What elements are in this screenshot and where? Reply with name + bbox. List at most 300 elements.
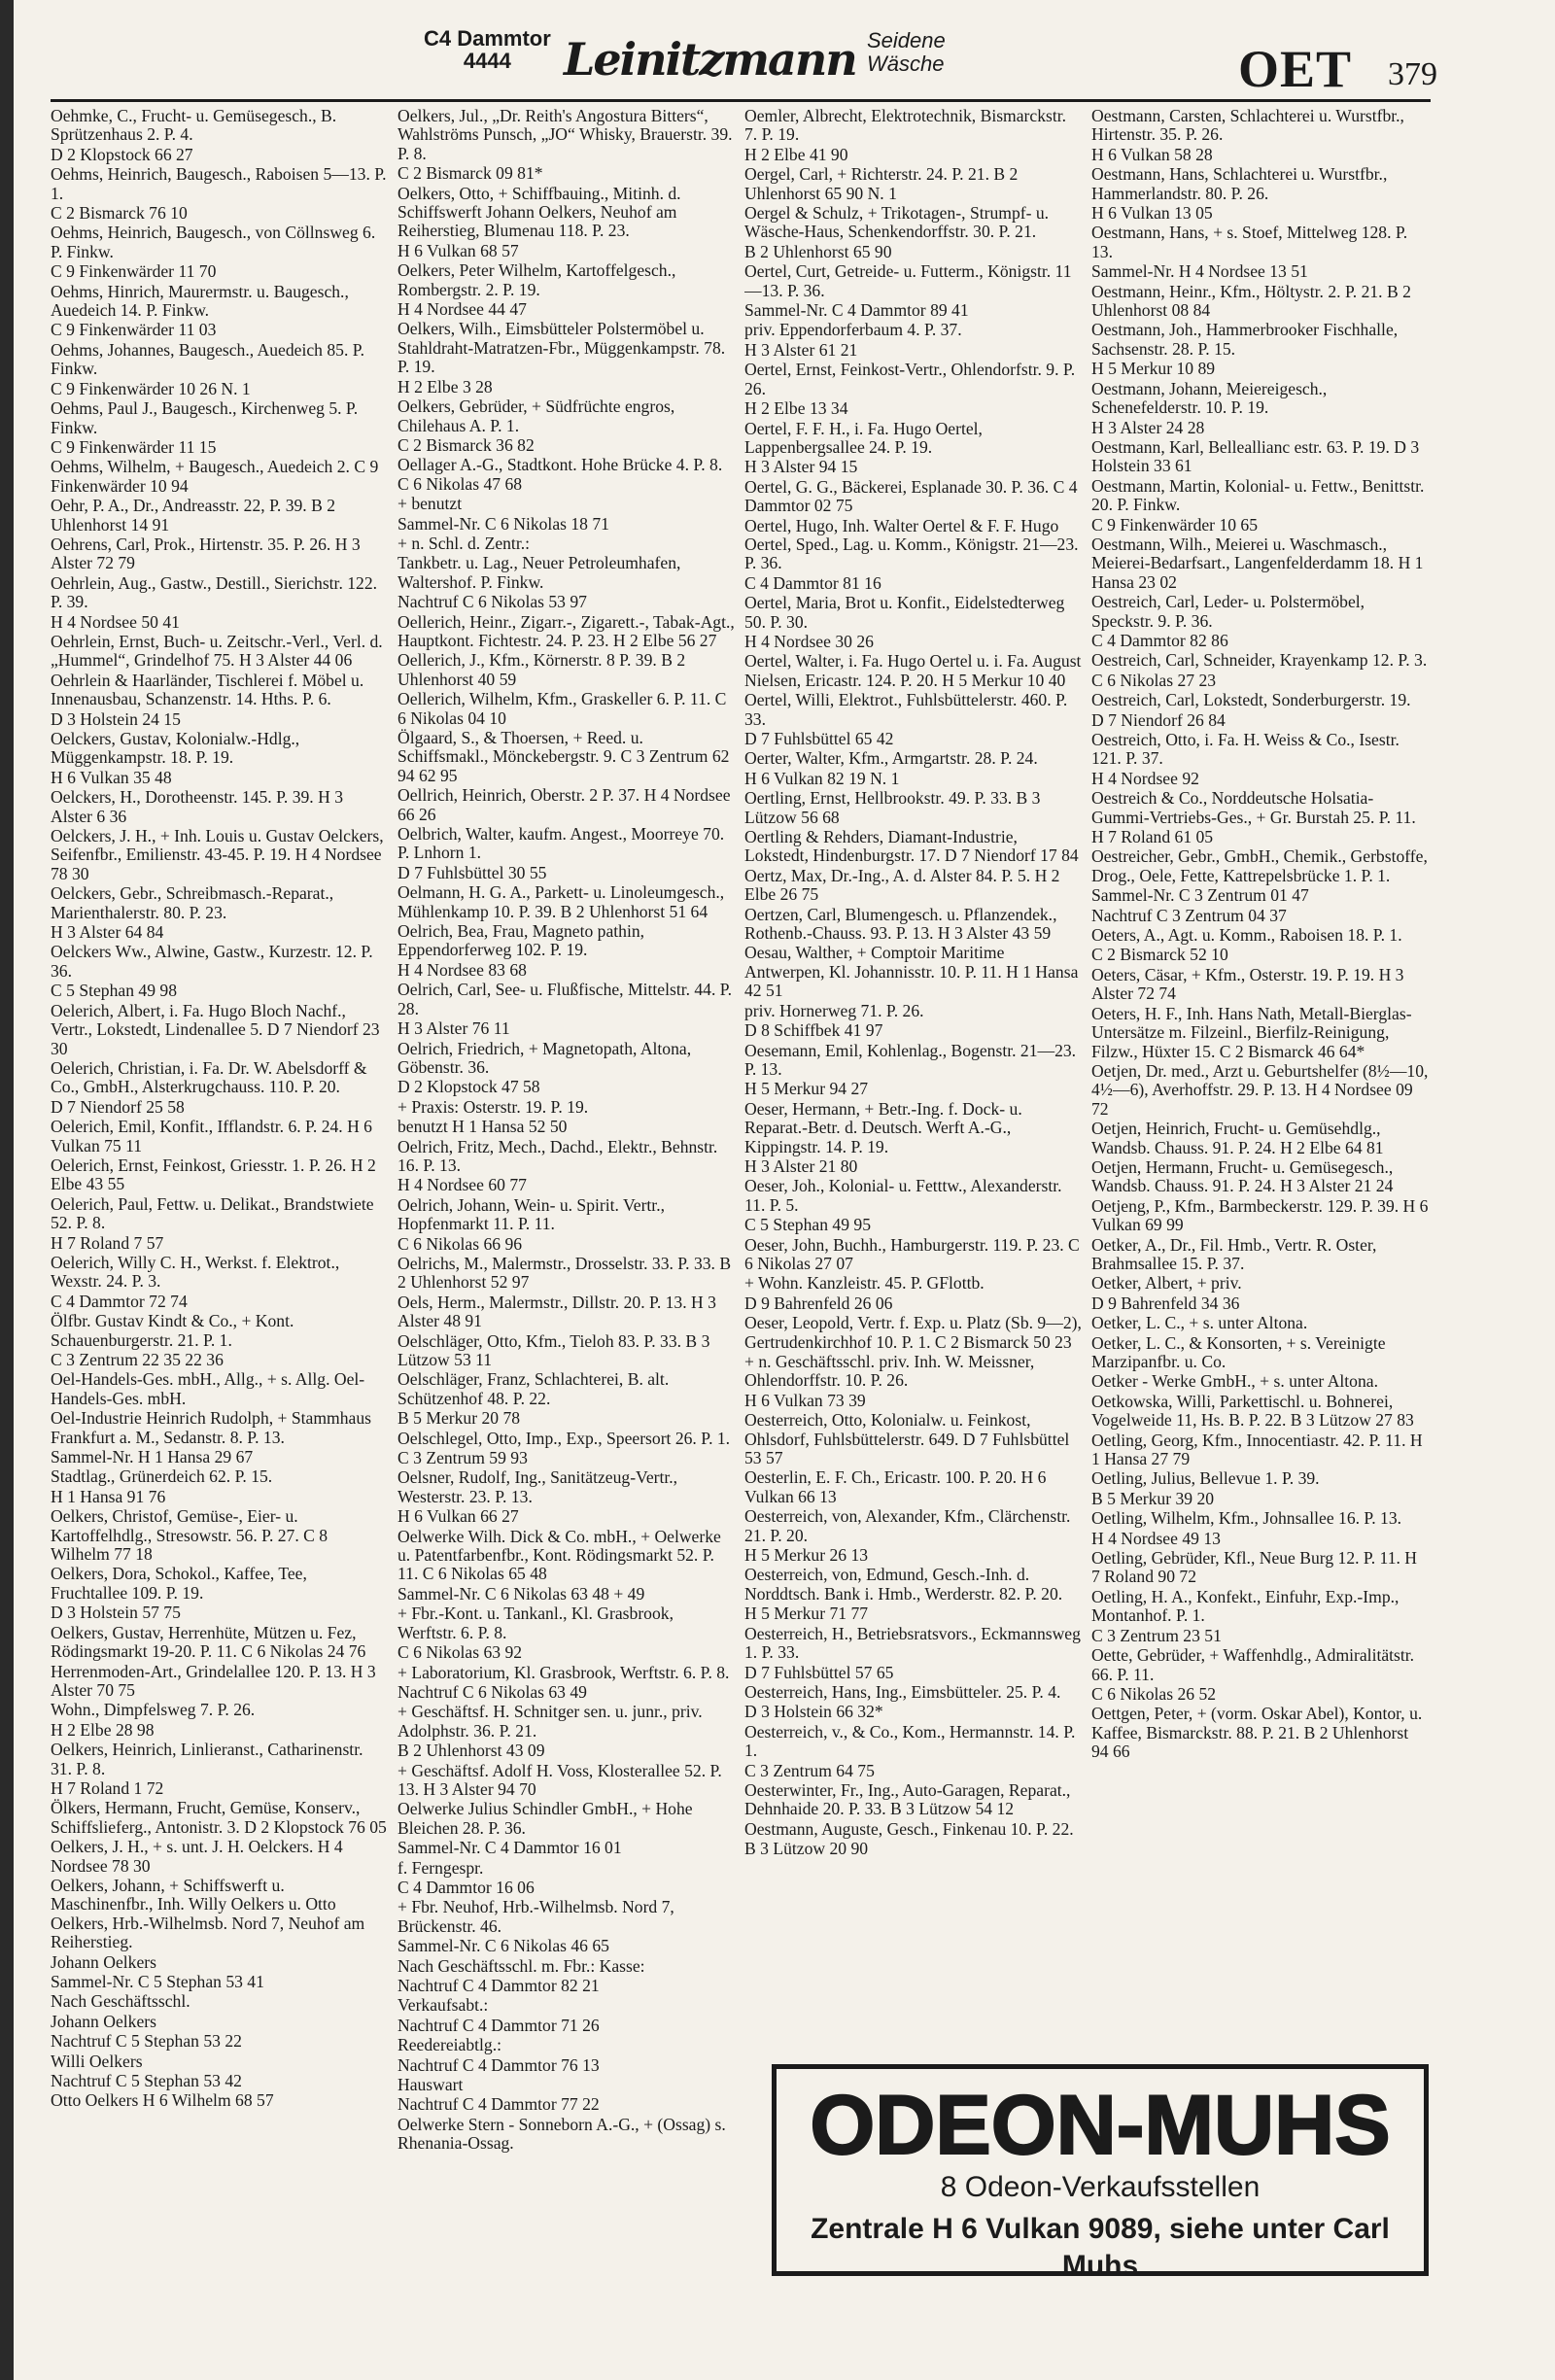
entry-text: Oellrich, Heinrich, Oberstr. 2 P. 37. H 4 Nordsee 66 26 xyxy=(397,785,731,824)
directory-entry xyxy=(1091,1509,1429,1528)
entry-text: H 2 Elbe 3 28 xyxy=(397,376,493,397)
directory-entry xyxy=(1091,711,1429,730)
directory-entry xyxy=(397,1098,735,1117)
entry-text: Oestreich, Otto, i. Fa. H. Weiss & Co., Isestr. 121. P. 37. xyxy=(1091,730,1400,769)
directory-entry xyxy=(1091,107,1429,145)
entry-text: Oesterreich, v., & Co., Kom., Hermannstr. 14. P. 1. xyxy=(744,1721,1076,1761)
directory-entry xyxy=(51,224,388,261)
directory-entry xyxy=(744,1080,1082,1098)
entry-text: D 7 Fuhlsbüttel 30 55 xyxy=(397,862,547,882)
directory-entry xyxy=(744,1236,1082,1274)
directory-entry xyxy=(51,1059,388,1097)
entry-text: H 2 Elbe 41 90 xyxy=(744,144,848,164)
entry-text: Oelkers, Peter Wilhelm, Kartoffelgesch., Rombergstr. 2. P. 19. xyxy=(397,260,676,299)
entry-text: Oestmann, Johann, Meiereigesch., Schenefelderstr. 10. P. 19. xyxy=(1091,378,1328,418)
entry-text: C 5 Stephan 49 98 xyxy=(51,981,177,1001)
entry-text: Oestmann, Heinr., Kfm., Höltystr. 2. P. 21. B 2 Uhlenhorst 08 84 xyxy=(1091,281,1411,321)
directory-entry xyxy=(51,1779,388,1798)
directory-entry xyxy=(397,961,735,980)
directory-entry xyxy=(397,2036,735,2054)
directory-entry xyxy=(51,535,388,573)
directory-entry xyxy=(51,497,388,535)
directory-entry xyxy=(744,1546,1082,1565)
directory-entry xyxy=(51,730,388,768)
entry-text: Oestmann, Karl, Belleallianc estr. 63. P. 19. D 3 Holstein 33 61 xyxy=(1091,436,1420,476)
directory-entry xyxy=(51,710,388,729)
entry-text: H 6 Vulkan 58 28 xyxy=(1091,144,1213,164)
directory-entry xyxy=(1091,283,1429,321)
directory-entry xyxy=(744,1392,1082,1410)
directory-entry xyxy=(51,1467,388,1486)
entry-text: Oehms, Hinrich, Maurermstr. u. Baugesch., Auedeich 14. P. Finkw. xyxy=(51,281,349,321)
entry-text: Oelerich, Albert, i. Fa. Hugo Bloch Nachf., Vertr., Lokstedt, Lindenallee 5. D 7 Niendorf 23 30 xyxy=(51,1000,380,1058)
directory-entry xyxy=(744,458,1082,476)
entry-text: H 4 Nordsee 83 68 xyxy=(397,959,527,980)
entry-text: Oertling, Ernst, Hellbrookstr. 49. P. 33. B 3 Lützow 56 68 xyxy=(744,788,1041,827)
entry-text: Oels, Herm., Malermstr., Dillstr. 20. P. 13. H 3 Alster 48 91 xyxy=(397,1292,716,1331)
directory-entry xyxy=(51,943,388,981)
entry-text: Oettgen, Peter, + (vorm. Oskar Abel), Kontor, u. Kaffee, Bismarckstr. 88. P. 21. B 2 Uhlenhorst 94 66 xyxy=(1091,1704,1423,1762)
entry-text: Willi Oelkers xyxy=(51,2051,143,2071)
entry-text: Oehms, Heinrich, Baugesch., von Cöllnsweg 6. P. Finkw. xyxy=(51,223,376,261)
entry-text: D 7 Niendorf 25 58 xyxy=(51,1096,185,1117)
entry-text: Oesterreich, Hans, Ing., Eimsbütteler. 25. P. 4. xyxy=(744,1681,1061,1702)
entry-text: Oetling, Georg, Kfm., Innocentiastr. 42. P. 11. H 1 Hansa 27 79 xyxy=(1091,1430,1423,1469)
entry-text: Oestmann, Auguste, Gesch., Finkenau 10. P. 22. xyxy=(744,1818,1074,1839)
directory-entry xyxy=(1091,360,1429,378)
directory-entry xyxy=(397,1196,735,1234)
directory-entry xyxy=(397,1019,735,1038)
directory-entry xyxy=(397,1585,735,1604)
directory-entry xyxy=(1091,1236,1429,1274)
directory-entry xyxy=(397,883,735,921)
directory-entry xyxy=(397,1235,735,1254)
entry-text: Oetker, L. C., & Konsorten, + s. Vereinigte Marzipanfbr. u. Co. xyxy=(1091,1332,1386,1371)
directory-entry xyxy=(51,1741,388,1778)
directory-entry xyxy=(1091,438,1429,476)
entry-text: Oelerich, Ernst, Feinkost, Griesstr. 1. P. 26. H 2 Elbe 43 55 xyxy=(51,1155,376,1194)
entry-text: H 7 Roland 1 72 xyxy=(51,1777,164,1798)
entry-text: H 7 Roland 7 57 xyxy=(51,1232,164,1253)
entry-text: Johann Oelkers xyxy=(51,1951,156,1972)
entry-text: H 3 Alster 24 28 xyxy=(1091,417,1205,437)
entry-text: Oelckers, J. H., + Inh. Louis u. Gustav Oelckers, Seifenfbr., Emilienstr. 43-45. P. 19. H 4 Nordsee 78 30 xyxy=(51,826,384,883)
directory-entry xyxy=(1091,789,1429,827)
entry-text: Oesemann, Emil, Kohlenlag., Bogenstr. 21—23. P. 13. xyxy=(744,1040,1077,1079)
directory-entry xyxy=(397,786,735,824)
entry-text: Oesterwinter, Fr., Ing., Auto-Garagen, Reparat., Dehnhaide 20. P. 33. B 3 Lützow 54 12 xyxy=(744,1779,1071,1819)
directory-entry xyxy=(744,594,1082,632)
entry-text: Oertling & Rehders, Diamant-Industrie, Lokstedt, Hindenburgstr. 17. D 7 Niendorf 17 84 xyxy=(744,827,1079,866)
directory-entry xyxy=(51,107,388,145)
entry-text: Oelckers, Gebr., Schreibmasch.-Reparat., Marienthalerstr. 80. P. 23. xyxy=(51,883,334,922)
entry-text: Oetjeng, P., Kfm., Barmbeckerstr. 129. P. 39. H 6 Vulkan 69 99 xyxy=(1091,1195,1429,1235)
entry-text: Oehr, P. A., Dr., Andreasstr. 22, P. 39. B 2 Uhlenhorst 14 91 xyxy=(51,496,336,535)
entry-text: Oesterreich, H., Betriebsratsvors., Eckmannsweg 1. P. 33. xyxy=(744,1623,1081,1663)
directory-entry xyxy=(51,884,388,922)
entry-text: Nachtruf C 4 Dammtor 71 26 xyxy=(397,2015,600,2035)
entry-text: Ölkers, Hermann, Frucht, Gemüse, Konserv., Schiffslieferg., Antonistr. 3. D 2 Klopstock 76 05 xyxy=(51,1798,387,1837)
directory-entry xyxy=(397,554,735,592)
directory-entry xyxy=(744,146,1082,164)
directory-entry xyxy=(51,1002,388,1058)
entry-text: Oellager A.-G., Stadtkont. Hohe Brücke 4. P. 8. C 6 Nikolas 47 68 xyxy=(397,455,723,494)
entry-text: C 2 Bismarck 76 10 xyxy=(51,203,188,224)
entry-text: Stadtlag., Grünerdeich 62. P. 15. xyxy=(51,1466,273,1487)
directory-entry xyxy=(397,922,735,960)
entry-text: Oesterreich, von, Edmund, Gesch.-Inh. d. Norddtsch. Bank i. Hmb., Werderstr. 82. P. 20. xyxy=(744,1565,1063,1604)
directory-entry xyxy=(1091,535,1429,592)
directory-entry xyxy=(397,1742,735,1760)
entry-text: H 7 Roland 61 05 xyxy=(1091,827,1214,847)
directory-entry xyxy=(744,730,1082,748)
entry-text: H 4 Nordsee 92 xyxy=(1091,768,1199,788)
directory-entry xyxy=(397,2076,735,2094)
directory-entry xyxy=(397,1468,735,1506)
entry-text: + Geschäftsf. Adolf H. Voss, Klosterallee 52. P. 13. H 3 Alster 94 70 xyxy=(397,1760,722,1799)
entry-text: C 6 Nikolas 63 92 xyxy=(397,1642,523,1663)
entry-text: H 2 Elbe 28 98 xyxy=(51,1719,155,1740)
directory-entry xyxy=(744,749,1082,768)
directory-entry xyxy=(51,165,388,203)
column-4 xyxy=(1091,107,1429,2060)
page-header xyxy=(51,21,1477,99)
entry-text: Hauswart xyxy=(397,2075,464,2095)
directory-entry xyxy=(397,300,735,319)
entry-text: C 4 Dammtor 81 16 xyxy=(744,572,881,593)
directory-entry xyxy=(744,1723,1082,1761)
entry-text: H 4 Nordsee 49 13 xyxy=(1091,1528,1221,1548)
directory-entry xyxy=(51,2091,388,2110)
entry-text: Oelschlegel, Otto, Imp., Exp., Speersort 26. P. 1. xyxy=(397,1428,731,1448)
entry-text: Oesau, Walther, + Comptoir Maritime Antwerpen, Kl. Johannisstr. 10. P. 11. H 1 Hansa 42 51 xyxy=(744,943,1079,1001)
directory-entry xyxy=(744,1566,1082,1604)
directory-entry xyxy=(397,1683,735,1702)
header-tagline-top: Seidene xyxy=(867,28,946,52)
entry-text: Oetkowska, Willi, Parkettischl. u. Bohnerei, Vogelweide 11, Hs. B. P. 22. B 3 Lützow 27 83 xyxy=(1091,1391,1414,1431)
directory-entry xyxy=(51,672,388,709)
entry-text: Oeser, Hermann, + Betr.-Ing. f. Dock- u. Reparat.-Betr. d. Deutsch. Werft A.-G., Kippingstr. 14. P. 19. xyxy=(744,1098,1022,1156)
entry-text: C 3 Zentrum 59 93 xyxy=(397,1448,528,1468)
directory-entry xyxy=(397,1977,735,1995)
entry-text: + Laboratorium, Kl. Grasbrook, Werftstr. 6. P. 8. xyxy=(397,1662,730,1682)
entry-text: Oestmann, Joh., Hammerbrooker Fischhalle, Sachsenstr. 28. P. 15. xyxy=(1091,320,1399,359)
entry-text: Oestmann, Hans, + s. Stoef, Mittelweg 128. P. 13. xyxy=(1091,223,1408,261)
entry-text: C 6 Nikolas 27 23 xyxy=(1091,670,1217,690)
directory-entry xyxy=(744,944,1082,1000)
entry-text: + benutzt xyxy=(397,494,463,514)
entry-text: H 5 Merkur 71 77 xyxy=(744,1604,869,1624)
directory-entry xyxy=(51,2072,388,2090)
entry-text: H 3 Alster 94 15 xyxy=(744,457,858,477)
entry-text: C 2 Bismarck 09 81* xyxy=(397,163,543,184)
directory-entry xyxy=(744,1411,1082,1467)
entry-text: Oertel, Curt, Getreide- u. Futterm., Königstr. 11—13. P. 36. xyxy=(744,261,1072,300)
directory-entry xyxy=(397,107,735,163)
entry-text: H 4 Nordsee 60 77 xyxy=(397,1175,527,1195)
directory-entry xyxy=(51,1721,388,1740)
header-code-bottom: 4444 xyxy=(463,49,511,73)
directory-entry xyxy=(1091,731,1429,769)
entry-text: Tankbetr. u. Lag., Neuer Petroleumhafen, Waltershof. P. Finkw. xyxy=(397,553,681,592)
directory-entry xyxy=(1091,672,1429,690)
directory-entry xyxy=(1091,204,1429,223)
directory-entry xyxy=(1091,946,1429,964)
entry-text: H 4 Nordsee 30 26 xyxy=(744,631,874,651)
directory-entry xyxy=(744,165,1082,203)
entry-text: Sammel-Nr. C 4 Dammtor 89 41 xyxy=(744,300,969,321)
entry-text: Nachtruf C 3 Zentrum 04 37 xyxy=(1091,905,1287,925)
entry-text: Oelckers Ww., Alwine, Gastw., Kurzestr. 12. P. 36. xyxy=(51,942,373,981)
directory-entry xyxy=(744,1604,1082,1623)
directory-entry xyxy=(397,1703,735,1741)
entry-text: Oellerich, J., Kfm., Körnerstr. 8 P. 39. B 2 Uhlenhorst 40 59 xyxy=(397,650,686,689)
directory-entry xyxy=(1091,651,1429,670)
entry-text: Nachtruf C 5 Stephan 53 22 xyxy=(51,2031,242,2052)
entry-text: Oertzen, Carl, Blumengesch. u. Pflanzendek., Rothenb.-Chauss. 93. P. 13. H 3 Alster 43 59 xyxy=(744,904,1057,944)
entry-text: B 2 Uhlenhorst 65 90 xyxy=(744,241,892,261)
entry-text: H 3 Alster 61 21 xyxy=(744,339,858,360)
entry-text: C 6 Nikolas 26 52 xyxy=(1091,1683,1217,1704)
directory-entry xyxy=(397,1996,735,2015)
entry-text: Oetling, Wilhelm, Kfm., Johnsallee 16. P. 13. xyxy=(1091,1508,1402,1529)
entry-text: Oetker, A., Dr., Fil. Hmb., Vertr. R. Oster, Brahmsallee 15. P. 37. xyxy=(1091,1234,1377,1273)
directory-entry xyxy=(397,436,735,455)
directory-entry xyxy=(1091,926,1429,945)
entry-text: C 3 Zentrum 64 75 xyxy=(744,1760,875,1780)
directory-entry xyxy=(744,1157,1082,1176)
entry-text: Oetker, Albert, + priv. xyxy=(1091,1273,1242,1293)
entry-text: Oergel, Carl, + Richterstr. 24. P. 21. B 2 Uhlenhorst 65 90 N. 1 xyxy=(744,164,1019,203)
directory-entry xyxy=(744,1468,1082,1506)
directory-entry xyxy=(397,1138,735,1176)
entry-text: Oelkers, Gustav, Herrenhüte, Mützen u. Fez, Rödingsmarkt 19-20. P. 11. C 6 Nikolas 24 76 xyxy=(51,1622,366,1662)
directory-entry xyxy=(1091,419,1429,437)
entry-text: + Fbr. Neuhof, Hrb.-Wilhelmsb. Nord 7, Brückenstr. 46. xyxy=(397,1897,674,1936)
directory-entry xyxy=(51,438,388,457)
directory-entry xyxy=(397,1898,735,1936)
entry-text: Oestreich, Carl, Lokstedt, Sonderburgerstr. 19. xyxy=(1091,690,1411,710)
entry-text: Oestmann, Hans, Schlachterei u. Wurstfbr., Hammerlandstr. 80. P. 26. xyxy=(1091,164,1388,203)
directory-entry xyxy=(1091,593,1429,631)
entry-text: H 6 Vulkan 35 48 xyxy=(51,767,172,787)
directory-entry xyxy=(744,906,1082,944)
directory-entry xyxy=(51,1488,388,1506)
entry-text: Sammel-Nr. C 6 Nikolas 18 71 xyxy=(397,513,609,534)
entry-text: Oertel, G. G., Bäckerei, Esplanade 30. P. 36. C 4 Dammtor 02 75 xyxy=(744,476,1078,516)
directory-entry xyxy=(1091,1393,1429,1431)
entry-text: H 6 Vulkan 13 05 xyxy=(1091,203,1213,224)
entry-text: C 9 Finkenwärder 10 65 xyxy=(1091,514,1259,535)
directory-entry xyxy=(397,1449,735,1467)
directory-entry xyxy=(1091,380,1429,418)
section-heading: OET xyxy=(1238,40,1353,98)
entry-text: Sammel-Nr. H 1 Hansa 29 67 xyxy=(51,1447,254,1467)
directory-entry xyxy=(397,164,735,183)
directory-entry xyxy=(744,1703,1082,1721)
directory-entry xyxy=(397,1664,735,1682)
directory-entry xyxy=(397,242,735,260)
directory-entry xyxy=(397,378,735,397)
entry-text: Oertz, Max, Dr.-Ing., A. d. Alster 84. P. 5. H 2 Elbe 26 75 xyxy=(744,865,1060,905)
entry-text: C 3 Zentrum 23 51 xyxy=(1091,1625,1222,1645)
entry-text: Oelwerke Julius Schindler GmbH., + Hohe Bleichen 28. P. 36. xyxy=(397,1799,693,1838)
directory-entry xyxy=(744,1314,1082,1352)
entry-text: Oetker, L. C., + s. unter Altona. xyxy=(1091,1313,1308,1333)
directory-entry xyxy=(744,420,1082,458)
directory-entry xyxy=(1091,1062,1429,1119)
entry-text: Nachtruf C 6 Nikolas 63 49 xyxy=(397,1681,587,1702)
entry-text: Oelrich, Fritz, Mech., Dachd., Elektr., Behnstr. 16. P. 13. xyxy=(397,1136,718,1175)
directory-entry xyxy=(1091,1314,1429,1332)
entry-text: Oehrlein & Haarländer, Tischlerei f. Möbel u. Innenausbau, Schanzenstr. 14. Hths. P. 6. xyxy=(51,670,364,709)
directory-entry xyxy=(1091,1005,1429,1061)
entry-text: Oestmann, Carsten, Schlachterei u. Wurstfbr., Hirtenstr. 35. P. 26. xyxy=(1091,107,1404,145)
directory-entry xyxy=(1091,262,1429,281)
entry-text: Oelrich, Carl, See- u. Flußfische, Mittelstr. 44. P. 28. xyxy=(397,980,733,1018)
directory-entry xyxy=(51,204,388,223)
directory-entry xyxy=(397,515,735,534)
entry-text: Oelsner, Rudolf, Ing., Sanitätzeug-Vertr., Westerstr. 23. P. 13. xyxy=(397,1467,678,1506)
entry-text: Oelkers, Jul., „Dr. Reith's Angostura Bitters“, Wahlströms Punsch, „JO“ Whisky, Brauerstr. 39. P. 8. xyxy=(397,107,733,163)
entry-text: Oertel, F. F. H., i. Fa. Hugo Oertel, Lappenbergsallee 24. P. 19. xyxy=(744,418,983,457)
directory-entry xyxy=(397,261,735,299)
directory-entry xyxy=(51,1409,388,1447)
entry-text: Nach Geschäftsschl. xyxy=(51,1991,190,2012)
entry-text: Nachtruf C 6 Nikolas 53 97 xyxy=(397,592,587,612)
directory-entry xyxy=(1091,1274,1429,1293)
directory-entry xyxy=(744,1762,1082,1780)
entry-text: Sammel-Nr. C 6 Nikolas 46 65 xyxy=(397,1936,609,1956)
directory-entry xyxy=(397,613,735,651)
entry-text: D 7 Fuhlsbüttel 65 42 xyxy=(744,729,894,748)
entry-text: Oeters, H. F., Inh. Hans Nath, Metall-Bierglas-Untersätze m. Filzeinl., Bierfilz-Reinigung, Filzw., Hüxter 15. C 2 Bismarck 46 64* xyxy=(1091,1003,1412,1061)
directory-entry xyxy=(1091,1530,1429,1548)
directory-entry xyxy=(397,1643,735,1662)
directory-entry xyxy=(51,458,388,496)
entry-text: Otto Oelkers H 6 Wilhelm 68 57 xyxy=(51,2090,274,2111)
entry-text: Oertel, Willi, Elektrot., Fuhlsbüttelerstr. 460. P. 33. xyxy=(744,690,1068,729)
ad-subtitle: 8 Odeon-Verkaufsstellen xyxy=(940,2171,1261,2203)
entry-text: Oehrlein, Aug., Gastw., Destill., Sierichstr. 122. P. 39. xyxy=(51,572,378,612)
directory-entry xyxy=(51,769,388,787)
directory-entry xyxy=(51,574,388,612)
directory-entry xyxy=(744,1100,1082,1156)
directory-entry xyxy=(744,1683,1082,1702)
entry-text: Oetjen, Dr. med., Arzt u. Geburtshelfer (8½—10, 4½—6), Averhoffstr. 29. P. 13. H 4 Nordsee 09 72 xyxy=(1091,1060,1429,1119)
header-phone-code xyxy=(424,27,551,72)
directory-entry xyxy=(51,1992,388,2011)
entry-text: Ölgaard, S., & Thoersen, + Reed. u. Schiffsmakl., Mönckebergstr. 9. C 3 Zentrum 62 94 62 95 xyxy=(397,728,730,785)
entry-text: C 9 Finkenwärder 10 26 N. 1 xyxy=(51,378,251,398)
entry-text: Oestreicher, Gebr., GmbH., Chemik., Gerbstoffe, Drog., Oele, Fette, Kattrepelsbrücke 1. P. 1. xyxy=(1091,846,1428,885)
entry-text: Oelkers, Wilh., Eimsbütteler Polstermöbel u. Stahldraht-Matratzen-Fbr., Müggenkampstr. 78. P. 19. xyxy=(397,319,726,377)
entry-text: B 2 Uhlenhorst 43 09 xyxy=(397,1741,545,1761)
entry-text: H 3 Alster 21 80 xyxy=(744,1156,858,1176)
entry-text: Oertel, Ernst, Feinkost-Vertr., Ohlendorfstr. 9. P. 26. xyxy=(744,360,1076,398)
entry-text: Oelkers, Otto, + Schiffbauing., Mitinh. d. Schiffswerft Johann Oelkers, Neuhof am Reiherstieg, Blumenau 118. P. 23. xyxy=(397,183,681,241)
entry-text: Oelkers, J. H., + s. unt. J. H. Oelckers. H 4 Nordsee 78 30 xyxy=(51,1837,343,1876)
directory-entry xyxy=(397,1604,735,1642)
directory-entry xyxy=(1091,1685,1429,1704)
entry-text: Johann Oelkers xyxy=(51,2011,156,2031)
entry-text: Sammel-Nr. C 6 Nikolas 63 48 + 49 xyxy=(397,1583,645,1604)
page-number: 379 xyxy=(1388,56,1437,92)
directory-entry xyxy=(51,380,388,398)
directory-entry xyxy=(1091,1431,1429,1469)
column-1 xyxy=(51,107,388,2274)
entry-text: B 3 Lützow 20 90 xyxy=(744,1839,869,1859)
entry-text: Oestreich, Carl, Leder- u. Polstermöbel, Speckstr. 9. P. 36. xyxy=(1091,592,1365,631)
directory-entry xyxy=(1091,1469,1429,1488)
directory-entry xyxy=(51,1312,388,1350)
directory-entry xyxy=(1091,1549,1429,1587)
directory-entry xyxy=(744,243,1082,261)
directory-entry xyxy=(744,691,1082,729)
entry-text: Oelckers, H., Dorotheenstr. 145. P. 39. H 3 Alster 6 36 xyxy=(51,787,344,826)
directory-entry xyxy=(1091,1646,1429,1684)
directory-entry xyxy=(397,1937,735,1955)
entry-text: D 2 Klopstock 66 27 xyxy=(51,144,193,164)
entry-text: H 6 Vulkan 68 57 xyxy=(397,240,519,260)
entry-text: D 3 Holstein 57 75 xyxy=(51,1603,181,1623)
directory-entry xyxy=(744,1002,1082,1020)
directory-entry xyxy=(744,770,1082,788)
directory-entry xyxy=(1091,516,1429,535)
directory-entry xyxy=(744,1353,1082,1391)
directory-entry xyxy=(1091,1294,1429,1313)
directory-entry xyxy=(1091,1372,1429,1391)
directory-entry xyxy=(51,1351,388,1369)
entry-text: priv. Hornerweg 71. P. 26. xyxy=(744,1000,924,1020)
entry-text: f. Ferngespr. xyxy=(397,1857,484,1878)
entry-text: Nach Geschäftsschl. m. Fbr.: Kasse: xyxy=(397,1955,645,1976)
directory-entry xyxy=(1091,1627,1429,1645)
directory-entry xyxy=(1091,966,1429,1004)
directory-entry xyxy=(744,633,1082,651)
ad-contact-line: Zentrale H 6 Vulkan 9089, siehe unter Carl Muhs xyxy=(811,2213,1390,2282)
directory-entry xyxy=(51,1624,388,1662)
directory-entry xyxy=(397,864,735,882)
entry-text: benutzt H 1 Hansa 52 50 xyxy=(397,1117,568,1137)
directory-entry xyxy=(1091,146,1429,164)
entry-text: Oelerich, Willy C. H., Werkst. f. Elektrot., Wexstr. 24. P. 3. xyxy=(51,1252,340,1292)
header-tagline-bottom: Wäsche xyxy=(867,52,945,76)
entry-text: Oelrich, Friedrich, + Magnetopath, Altona, Göbenstr. 36. xyxy=(397,1038,692,1077)
entry-text: Oelkers, Gebrüder, + Südfrüchte engros, Chilehaus A. P. 1. xyxy=(397,397,675,435)
directory-entry xyxy=(744,652,1082,690)
entry-text: Oelerich, Paul, Fettw. u. Delikat., Brandstwiete 52. P. 8. xyxy=(51,1193,374,1233)
directory-entry xyxy=(51,283,388,321)
entry-text: Oelbrich, Walter, kaufm. Angest., Moorreye 70. P. Lnhorn 1. xyxy=(397,824,725,863)
directory-entry xyxy=(744,1274,1082,1293)
entry-text: Nachtruf C 4 Dammtor 76 13 xyxy=(397,2054,600,2075)
directory-entry xyxy=(1091,1490,1429,1508)
entry-text: + Geschäftsf. H. Schnitger sen. u. junr., priv. Adolphstr. 36. P. 21. xyxy=(397,1702,703,1741)
entry-text: H 3 Alster 64 84 xyxy=(51,922,164,943)
entry-text: Oellerich, Wilhelm, Kfm., Graskeller 6. P. 11. C 6 Nikolas 04 10 xyxy=(397,689,727,728)
directory-entry xyxy=(397,495,735,513)
entry-text: H 4 Nordsee 44 47 xyxy=(397,299,527,320)
directory-entry xyxy=(744,1625,1082,1663)
entry-text: Oerter, Walter, Kfm., Armgartstr. 28. P. 24. xyxy=(744,748,1038,769)
entry-text: C 9 Finkenwärder 11 15 xyxy=(51,436,217,457)
directory-entry xyxy=(51,1098,388,1117)
directory-entry xyxy=(1091,1158,1429,1196)
entry-text: Oelwerke Wilh. Dick & Co. mbH., + Oelwerke u. Patentfarbenfbr., Kont. Rödingsmarkt 52. P. 11. C 6 Nikolas 65 48 xyxy=(397,1526,721,1584)
directory-entry xyxy=(1091,477,1429,515)
entry-text: Oehms, Wilhelm, + Baugesch., Auedeich 2. C 9 Finkenwärder 10 94 xyxy=(51,457,379,496)
